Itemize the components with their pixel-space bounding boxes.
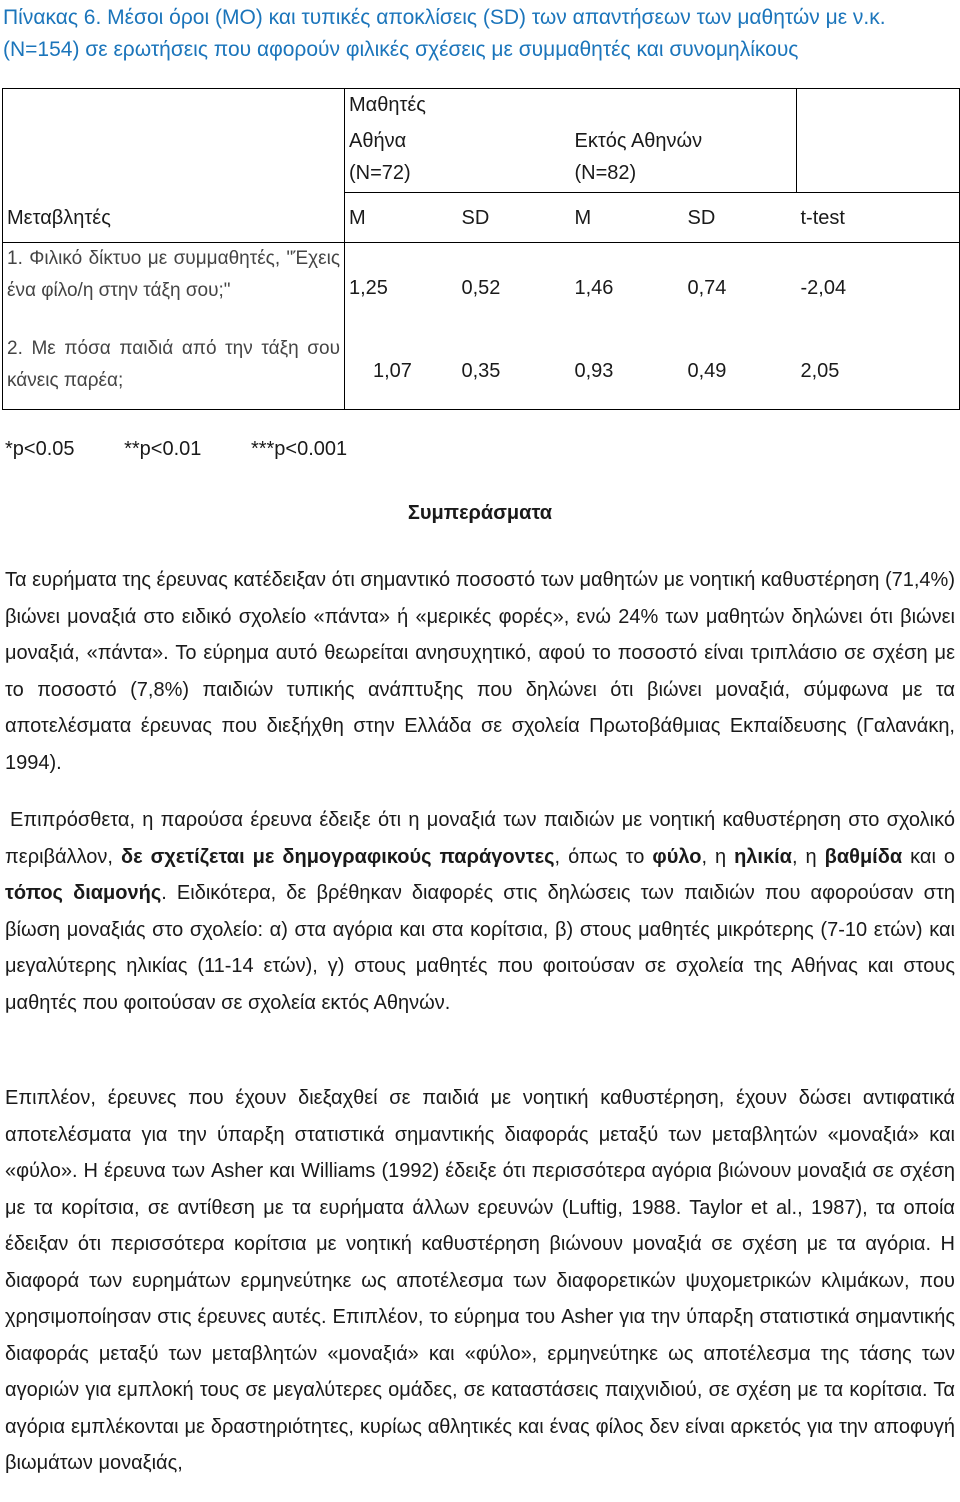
table-caption: Πίνακας 6. Μέσοι όροι (ΜΟ) και τυπικές αποκλίσεις (SD) των απαντήσεων των μαθητών με ν.κ. (Ν=154) σε ερωτήσεις που αφορούν φιλικές σχέσεις με συμμαθητές και συνομηλίκους: [3, 6, 886, 61]
paragraph-gender-research: Επιπλέον, έρευνες που έχουν διεξαχθεί σε παιδιά με νοητική καθυστέρηση, έχουν δώσει αντιφατικά αποτελέσματα για την ύπαρξη στατιστικά σημαντικής διαφοράς μεταξύ των μεταβλητών «μοναξιά» και «φύλο». Η έρευνα των Asher και Williams (1992) έδειξε ότι περισσότερα αγόρια βιώνουν μοναξιά σε σχέση με τα κορίτσια, σε αντίθεση με τα ευρήματα άλλων ερευνών (Luftig, 1988. Taylor et al., 1987), τα οποία έδειξαν ότι περισσότερα κορίτσια με νοητική καθυστέρηση βιώνουν μοναξιά σε σχέση με τα αγόρια. Η διαφορά των ευρημάτων ερμηνεύτηκε ως αποτέλεσμα των διαφορετικών ψυχομετρικών κλιμάκων, που χρησιμοποίησαν στις έρευνες αυτές. Επιπλέον, το εύρημα του Asher για την ύπαρξη στατιστικά σημαντικής διαφοράς μεταξύ των μεταβλητών «μοναξιά» και «φύλο», ερμηνεύτηκε ως αποτέλεσμα της τάσης των αγοριών για εμπλοκή τους σε μεγαλύτερες ομάδες, σε καταστάσεις παιχνιδιού, σε σχέση με τα κορίτσια. Τα αγόρια εμπλέκονται με δραστηριότητες, κυρίως αθλητικές και ένας φίλος δεν είναι αρκετός για την αποφυγή βιωμάτων μοναξιάς,: [5, 1087, 955, 1474]
variables-header: Μεταβλητές: [3, 193, 345, 243]
row-sd-athens: 0,52: [458, 243, 571, 333]
row-sd-outside: 0,74: [684, 243, 797, 333]
table-corner-cell: [3, 89, 345, 125]
row-m-athens: 1,25: [345, 243, 458, 333]
table-row: [3, 333, 960, 409]
row-ttest: -2,04: [797, 243, 960, 333]
results-table: [2, 88, 960, 410]
col-m-athens: M: [345, 193, 458, 243]
row-sd-outside: 0,49: [684, 333, 797, 409]
paragraph-findings: Τα ευρήματα της έρευνας κατέδειξαν ότι σημαντικό ποσοστό των μαθητών με νοητική καθυστέρηση (71,4%) βιώνει μοναξιά στο ειδικό σχολείο «πάντα» ή «μερικές φορές», ενώ 24% των μαθητών δηλώνει ότι βιώνει μοναξιά, «πάντα». Το εύρημα αυτό θεωρείται ανησυχητικό, αφού το ποσοστό είναι τριπλάσιο σε σχέση με το ποσοστό (7,8%) παιδιών τυπικής ανάπτυξης που δηλώνει ότι βιώνει μοναξιά, σύμφωνα με τα αποτελέσματα έρευνας που διεξήχθη στην Ελλάδα σε σχολεία Πρωτοβάθμιας Εκπαίδευσης (Γαλανάκη, 1994).: [5, 569, 955, 774]
col-m-outside: M: [571, 193, 684, 243]
group-header: Μαθητές: [345, 89, 797, 125]
empty-header-cell: [797, 89, 960, 125]
row-label: 2. Με πόσα παιδιά από την τάξη σου κάνεις παρέα;: [3, 333, 345, 409]
col-sd-athens: SD: [458, 193, 571, 243]
significance-note: *p<0.05 **p<0.01 ***p<0.001: [5, 438, 348, 460]
section-heading: Συμπεράσματα: [407, 502, 553, 524]
row-label: 1. Φιλικό δίκτυο με συμμαθητές, "Έχεις ένα φίλο/η στην τάξη σου;": [3, 243, 345, 333]
table-row: [3, 243, 960, 333]
col-ttest: t-test: [797, 193, 960, 243]
row-sd-athens: 0,35: [458, 333, 571, 409]
row-m-outside: 0,93: [571, 333, 684, 409]
row-m-athens: 1,07: [345, 333, 458, 409]
row-m-outside: 1,46: [571, 243, 684, 333]
paragraph-demographics: Επιπρόσθετα, η παρούσα έρευνα έδειξε ότι η μοναξιά των παιδιών με νοητική καθυστέρηση στο σχολικό περιβάλλον, δε σχετίζεται με δημογραφικούς παράγοντες, όπως το φύλο, η ηλικία, η βαθμίδα και ο τόπος διαμονής. Ειδικότερα, δε βρέθηκαν διαφορές στις δηλώσεις των παιδιών που αφορούσαν στη βίωση μοναξιάς στο σχολείο: α) στα αγόρια και στα κορίτσια, β) στους μαθητές μικρότερης (7-10 ετών) και μεγαλύτερης ηλικίας (11-14 ετών), γ) στους μαθητές που φοιτούσαν σε σχολεία της Αθήνας και στους μαθητές που φοιτούσαν σε σχολεία εκτός Αθηνών.: [5, 809, 956, 1014]
outside-athens-header: Εκτός Αθηνών (Ν=82): [571, 125, 797, 193]
athens-header: Αθήνα (Ν=72): [345, 125, 571, 193]
row-ttest: 2,05: [797, 333, 960, 409]
col-sd-outside: SD: [684, 193, 797, 243]
